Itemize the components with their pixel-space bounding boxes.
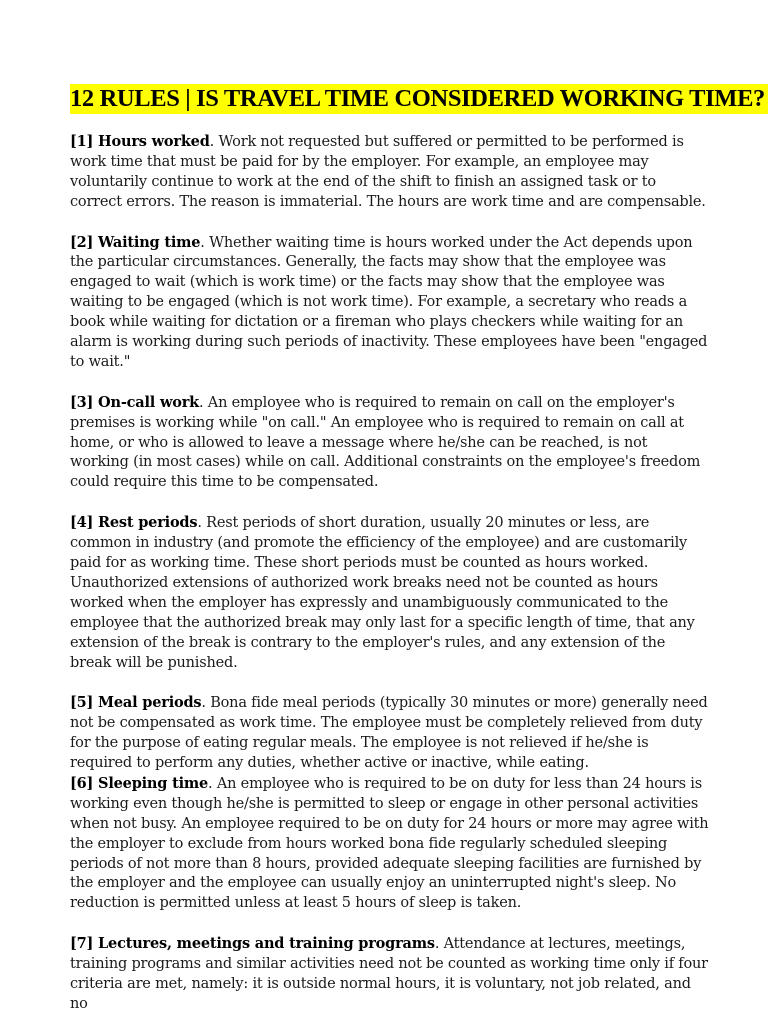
rule-3-paragraph [70,393,710,494]
rule-3-body: . An employee who is required to remain on call on the employer's premises is working while "on call." An employee who is required to remain on call at home, or who is allowed to leave a message where he/she can be reached, is not working (in most cases) while on call. Additional constraints on the employee's freedom could require this time to be compensated. [70,394,701,491]
rule-4-heading: [4] Rest periods [70,514,198,532]
rule-5-body: . Bona fide meal periods (typically 30 minutes or more) generally need not be compensated as work time. The employee must be completely relieved from duty for the purpose of eating regular meals. The employee is not relieved if he/she is required to perform any duties, whether active or inactive, while eating. [70,695,708,772]
rule-1-paragraph [70,132,710,213]
title-block [70,84,765,114]
rule-6-body: . An employee who is required to be on duty for less than 24 hours is working even though he/she is permitted to sleep or engage in other personal activities when not busy. An employee required to be on duty for 24 hours or more may agree with the employer to exclude from hours worked bona fide regularly scheduled sleeping periods of not more than 8 hours, provided adequate sleeping facilities are furnished by the employer and the employee can usually enjoy an uninterrupted night's sleep. No reduction is permitted unless at least 5 hours of sleep is taken. [70,775,709,912]
rule-6-heading: [6] Sleeping time [70,774,209,792]
rule-7-heading: [7] Lectures, meetings and training programs [70,935,435,953]
document-title: 12 RULES | IS TRAVEL TIME CONSIDERED WORKING TIME? [70,84,768,114]
rule-2-paragraph [70,233,710,373]
rule-4-body: . Rest periods of short duration, usually 20 minutes or less, are common in industry (and promote the efficiency of the employee) and are customarily paid for as working time. These short periods must be counted as hours worked. Unauthorized extensions of authorized work breaks need not be counted as hours worked when the employer has expressly and unambiguously communicated to the employee that the authorized break may only last for a specific length of time, that any extension of the break is contrary to the employer's rules, and any extension of the break will be punished. [70,515,695,671]
rule-5-heading: [5] Meal periods [70,694,202,712]
rule-5-paragraph [70,693,710,774]
rule-7-paragraph [70,934,710,1015]
rule-6-paragraph [70,774,710,914]
rule-2-body: . Whether waiting time is hours worked under the Act depends upon the particular circumstances. Generally, the facts may show that the employee was engaged to wait (which is work time) or the facts may show that the employee was waiting to be engaged (which is not work time). For example, a secretary who reads a book while waiting for dictation or a fireman who plays checkers while waiting for an alarm is working during such periods of inactivity. These employees have been "engaged to wait." [70,234,708,370]
document-page [70,84,765,1035]
rule-4-paragraph [70,513,710,673]
rule-7-body: . Attendance at lectures, meetings, training programs and similar activities need not be counted as working time only if four criteria are met, namely: it is outside normal hours, it is voluntary, not job related, and no [70,936,708,1012]
rule-1-body: . Work not requested but suffered or permitted to be performed is work time that must be paid for by the employer. For example, an employee may voluntarily continue to work at the end of the shift to finish an assigned task or to correct errors. The reason is immaterial. The hours are work time and are compensable. [70,134,706,210]
rule-1-heading: [1] Hours worked [70,133,210,150]
rule-2-heading: [2] Waiting time [70,233,201,251]
rule-3-heading: [3] On-call work [70,393,199,411]
